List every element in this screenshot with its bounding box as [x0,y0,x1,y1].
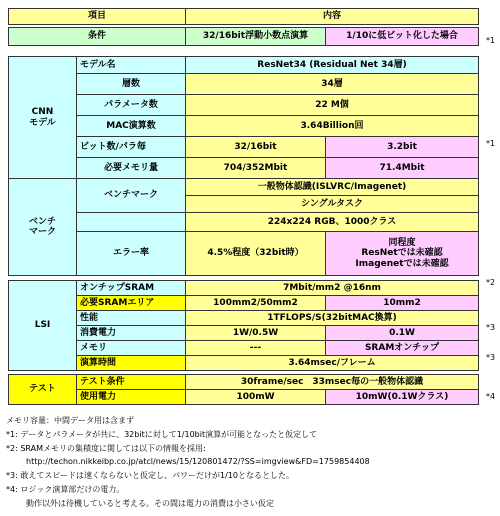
note-line: *3: 敢えてスピードは速くならないと仮定し、パワーだけが1/10となるとした。 [6,471,294,481]
header-content: 内容 [186,9,479,25]
spec-table [8,56,479,371]
bench-input: 224x224 RGB、1000クラス [186,213,479,232]
footnote-mark-sram: *2 [486,278,496,287]
cnn-group-label: CNN モデル [9,57,77,179]
test-cond-value: 30frame/sec 33msec毎の一般物体認識 [186,375,479,390]
test-power-label: 使用電力 [77,390,186,405]
footnote-mark-test: *4 [486,392,496,401]
bench-label: ベンチマーク [77,179,186,213]
footnote-mark-time: *3 [486,353,496,362]
footnote-mark-power: *3 [486,323,496,332]
test-group-label: テスト [9,375,77,405]
test-power-32: 100mW [186,390,326,405]
perf-label: 性能 [77,311,186,326]
condition-table [8,8,479,46]
test-power-low: 10mW(0.1Wクラス) [326,390,479,405]
bits-label: ビット数/パラ毎 [77,137,186,158]
error-32: 4.5%程度（32bit時） [186,232,326,276]
condition-32bit: 32/16bit浮動小数点演算 [186,28,326,46]
power-low: 0.1W [326,326,479,341]
model-name-label: モデル名 [77,57,186,74]
error-low-line1: 同程度 [388,237,416,248]
lsi-memory-low: SRAMオンチップ [326,341,479,356]
bits-32: 32/16bit [186,137,326,158]
error-low [326,232,479,276]
error-label: エラー率 [77,232,186,276]
memory-32: 704/352Mbit [186,158,326,179]
footnote-mark: *1 [486,36,496,45]
time-value: 3.64msec/フレーム [186,356,479,371]
test-table [8,374,479,405]
error-low-line2: ResNetでは未確認 [361,248,443,259]
sram-value: 7Mbit/mm2 @16nm [186,281,479,296]
notes [6,414,496,511]
params-label: パラメータ数 [77,95,186,116]
sram-area-label: 必要SRAMエリア [77,296,186,311]
params-value: 22 M個 [186,95,479,116]
bench-task2: シングルタスク [186,196,479,213]
sram-area-32: 100mm2/50mm2 [186,296,326,311]
model-name-value: ResNet34 (Residual Net 34層) [186,57,479,74]
power-32: 1W/0.5W [186,326,326,341]
bits-low: 3.2bit [326,137,479,158]
perf-value: 1TFLOPS/S(32bitMAC換算) [186,311,479,326]
header-item: 項目 [9,9,186,25]
sram-label: オンチップSRAM [77,281,186,296]
layers-value: 34層 [186,74,479,95]
mac-value: 3.64Billion回 [186,116,479,137]
test-cond-label: テスト条件 [77,375,186,390]
note-line: メモリ容量：中間データ用は含まず [6,416,134,425]
note-line: *4: ロジック演算部だけの電力。 [6,484,125,494]
memory-label: 必要メモリ量 [77,158,186,179]
lsi-memory-label: メモリ [77,341,186,356]
memory-low: 71.4Mbit [326,158,479,179]
note-line: *2: SRAMメモリの集積度に関しては以下の情報を採用: [6,443,206,453]
note-line: 動作以外は待機していると考える。その間は電力の消費は小さい仮定 [26,498,274,508]
lsi-group-label: LSI [9,281,77,371]
lsi-memory-32: --- [186,341,326,356]
note-link[interactable]: http://techon.nikkeibp.co.jp/atcl/news/15/120801472/?SS=imgview&FD=1759854408 [26,457,370,467]
mac-label: MAC演算数 [77,116,186,137]
bench-task1: 一般物体認識(ISLVRC/Imagenet) [186,179,479,196]
note-line: *1: データとパラメータが共に、32bitに対して1/10bit演算が可能となったと仮定して [6,429,318,439]
sram-area-low: 10mm2 [326,296,479,311]
condition-label: 条件 [9,28,186,46]
footnote-mark-bits: *1 [486,139,496,148]
power-label: 消費電力 [77,326,186,341]
bench-group-label: ベンチ マーク [9,179,77,276]
condition-lowbit: 1/10に低ビット化した場合 [326,28,479,46]
time-label: 演算時間 [77,356,186,371]
error-low-line3: Imagenetでは未確認 [355,258,449,269]
layers-label: 層数 [77,74,186,95]
